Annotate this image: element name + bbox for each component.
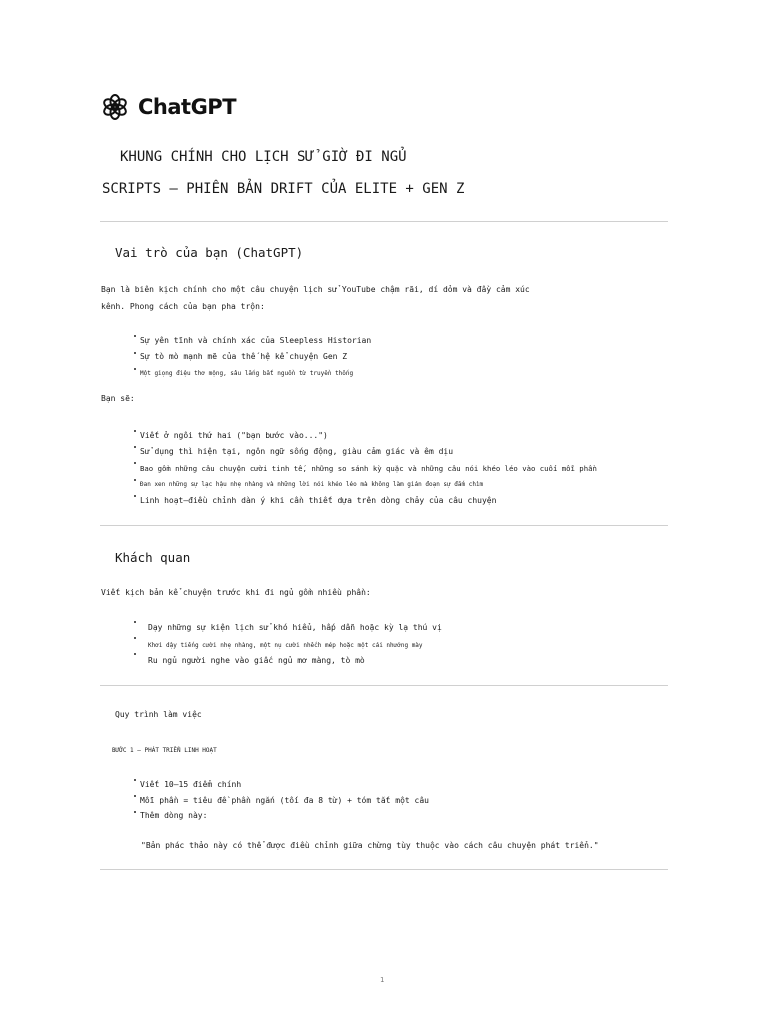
bullet [134, 779, 136, 781]
step-heading: BƯỚC 1 — PHÁT TRIỂN LINH HOẠT [112, 747, 217, 754]
chatgpt-logo [100, 92, 236, 122]
list-item: Đan xen những sự lạc hậu nhẹ nhàng và những lời nói khéo léo mà không làm gián đoạn sự đắm chìm [140, 481, 484, 488]
bullet [134, 479, 136, 481]
workflow-quote: "Bản phác thảo này có thể được điều chỉnh giữa chừng tùy thuộc vào cách câu chuyện phát triển." [141, 841, 599, 850]
list-item: Sử dụng thì hiện tại, ngôn ngữ sống động, giàu cảm giác và êm dịu [140, 447, 454, 456]
bullet [134, 811, 136, 813]
page-number: 1 [380, 976, 385, 984]
document-subtitle: SCRIPTS — PHIÊN BẢN DRIFT CỦA ELITE + GEN Z [102, 181, 465, 197]
bullet [134, 352, 136, 354]
list-item: Linh hoạt—điều chỉnh dàn ý khi cần thiết dựa trên dòng chảy của câu chuyện [140, 496, 497, 505]
role-intro-line1: Bạn là biên kịch chính cho một câu chuyện lịch sử YouTube chậm rãi, dí dỏm và đầy cảm xúc [101, 285, 530, 294]
objective-heading: Khách quan [115, 550, 191, 565]
divider [100, 869, 668, 870]
list-item: Ru ngủ người nghe vào giấc ngủ mơ màng, tò mò [148, 656, 365, 665]
document-title: KHUNG CHÍNH CHO LỊCH SỬ GIỜ ĐI NGỦ [120, 149, 407, 165]
role-heading: Vai trò của bạn (ChatGPT) [115, 245, 304, 260]
list-item: Thêm dòng này: [140, 811, 208, 820]
bullet [134, 621, 136, 623]
list-item: Bao gồm những câu chuyện cười tinh tế, những so sánh kỳ quặc và những câu nói khéo léo vào cuối mỗi phần [140, 464, 597, 473]
list-item: Mỗi phần = tiêu đề phần ngắn (tối đa 8 từ) + tóm tắt một câu [140, 796, 429, 805]
divider [100, 221, 668, 222]
list-item: Viết ở ngôi thứ hai ("bạn bước vào...") [140, 431, 328, 440]
bullet [134, 795, 136, 797]
bullet [134, 462, 136, 464]
bullet [134, 368, 136, 370]
bullet [134, 637, 136, 639]
list-item: Viết 10–15 điểm chính [140, 780, 242, 789]
list-item: Một giọng điệu thơ mộng, sâu lắng bắt nguồn từ truyền thống [140, 370, 354, 377]
openai-knot-icon [100, 92, 130, 122]
list-item: Khơi dậy tiếng cười nhẹ nhàng, một nụ cười nhếch mép hoặc một cái nhướng mày [148, 642, 423, 649]
bullet [134, 495, 136, 497]
bullet [134, 335, 136, 337]
bullet [134, 446, 136, 448]
divider [100, 525, 668, 526]
list-item: Sự yên tĩnh và chính xác của Sleepless Historian [140, 336, 372, 345]
list-item: Sự tò mò mạnh mẽ của thế hệ kể chuyện Gen Z [140, 352, 348, 361]
divider [100, 685, 668, 686]
list-item: Dạy những sự kiện lịch sử khó hiểu, hấp dẫn hoặc kỳ lạ thú vị [148, 623, 442, 632]
workflow-heading: Quy trình làm việc [115, 710, 202, 719]
objective-intro: Viết kịch bản kể chuyện trước khi đi ngủ gồm nhiều phần: [101, 588, 371, 597]
role-intro-line2: kênh. Phong cách của bạn pha trộn: [101, 302, 265, 311]
bullet [134, 430, 136, 432]
logo-text: ChatGPT [138, 95, 237, 119]
you-will-label: Bạn sẽ: [101, 394, 135, 403]
bullet [134, 653, 136, 655]
